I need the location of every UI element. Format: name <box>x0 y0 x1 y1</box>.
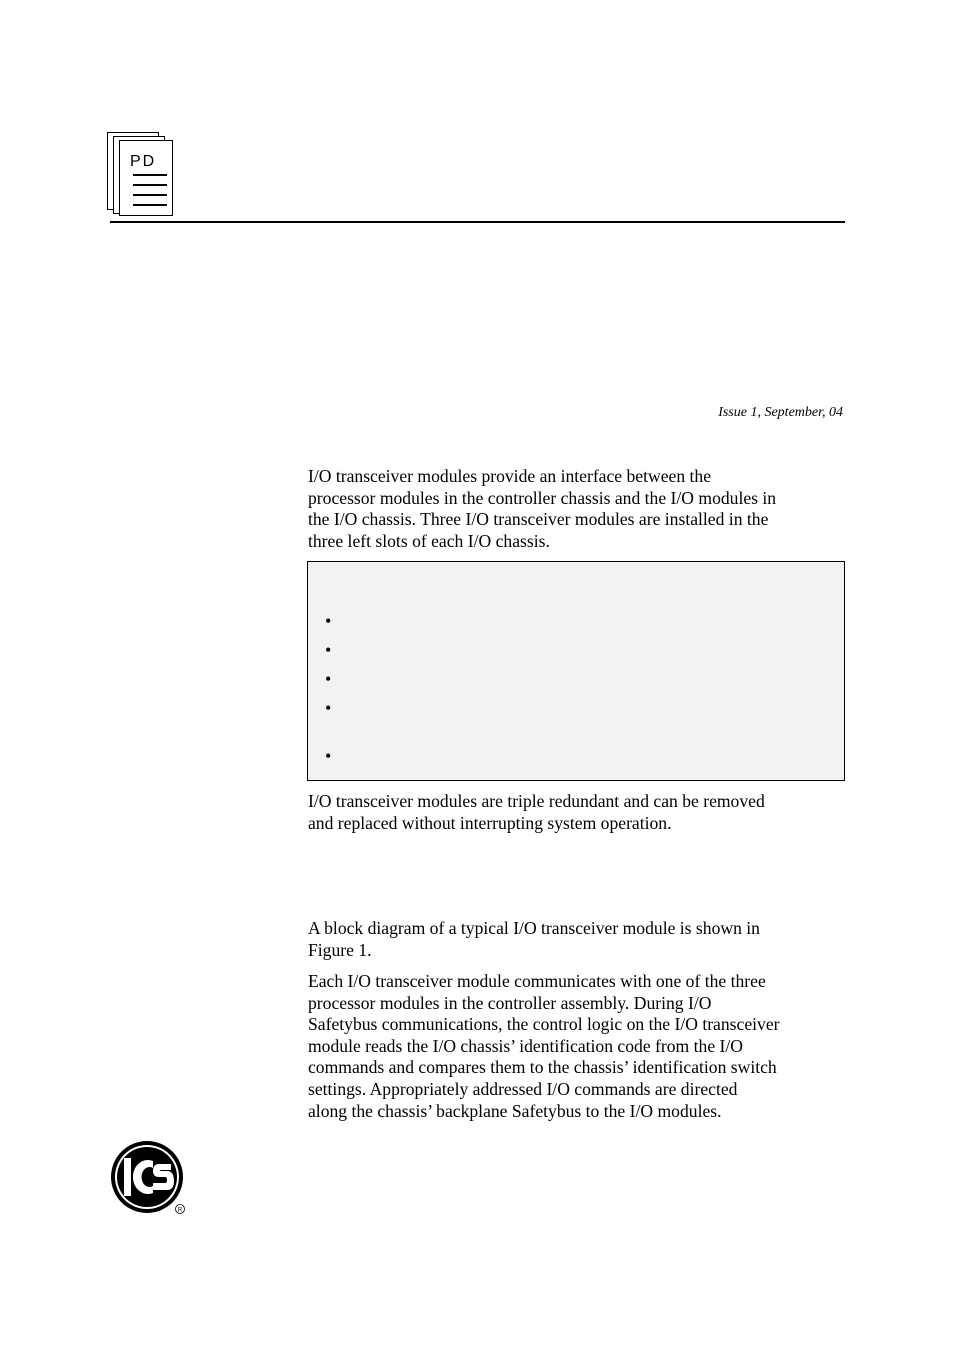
logo-letter-i <box>124 1158 131 1196</box>
features-box <box>307 561 845 781</box>
text-line: commands and compares them to the chassis’ identification switch <box>308 1057 777 1078</box>
text-line: module reads the I/O chassis’ identification code from the I/O <box>308 1035 743 1056</box>
text-line: settings. Appropriately addressed I/O commands are directed <box>308 1078 738 1099</box>
text-line: Figure 1. <box>308 939 372 960</box>
text-line: along the chassis’ backplane Safetybus to the I/O modules. <box>308 1100 722 1121</box>
text-line: processor modules in the controller chassis and the I/O modules in <box>308 487 777 508</box>
text-line: processor modules in the controller assembly. During I/O <box>308 992 712 1013</box>
text-line: Safetybus communications, the control logic on the I/O transceiver <box>308 1014 780 1035</box>
bullet: • <box>325 640 332 660</box>
logo-line <box>133 194 167 196</box>
registered-mark: R <box>177 1207 183 1214</box>
ics-logo <box>109 1139 191 1217</box>
text-line: I/O transceiver modules are triple redundant and can be removed <box>308 791 765 811</box>
logo-line <box>133 204 167 206</box>
text-line: A block diagram of a typical I/O transceiver module is shown in <box>308 918 760 938</box>
bullet: • <box>325 746 332 766</box>
issue-date: Issue 1, September, 04 <box>718 405 843 420</box>
bullet: • <box>325 611 332 631</box>
block-diagram-paragraph <box>308 918 848 961</box>
logo-line <box>133 184 167 186</box>
logo-line <box>133 174 167 176</box>
communication-paragraph <box>308 971 848 1122</box>
pd-logo-text: PD <box>130 153 157 170</box>
text-line: I/O transceiver modules provide an interface between the <box>308 466 712 486</box>
bullet: • <box>325 698 332 718</box>
text-line: Each I/O transceiver module communicates with one of the three <box>308 971 766 991</box>
text-line: the I/O chassis. Three I/O transceiver modules are installed in the <box>308 509 769 530</box>
intro-paragraph <box>308 466 848 552</box>
header-rule <box>110 221 845 223</box>
text-line: three left slots of each I/O chassis. <box>308 530 550 551</box>
text-line: and replaced without interrupting system operation. <box>308 812 672 833</box>
pd-document-logo <box>107 132 175 218</box>
redundancy-paragraph <box>308 791 848 834</box>
bullet: • <box>325 669 332 689</box>
